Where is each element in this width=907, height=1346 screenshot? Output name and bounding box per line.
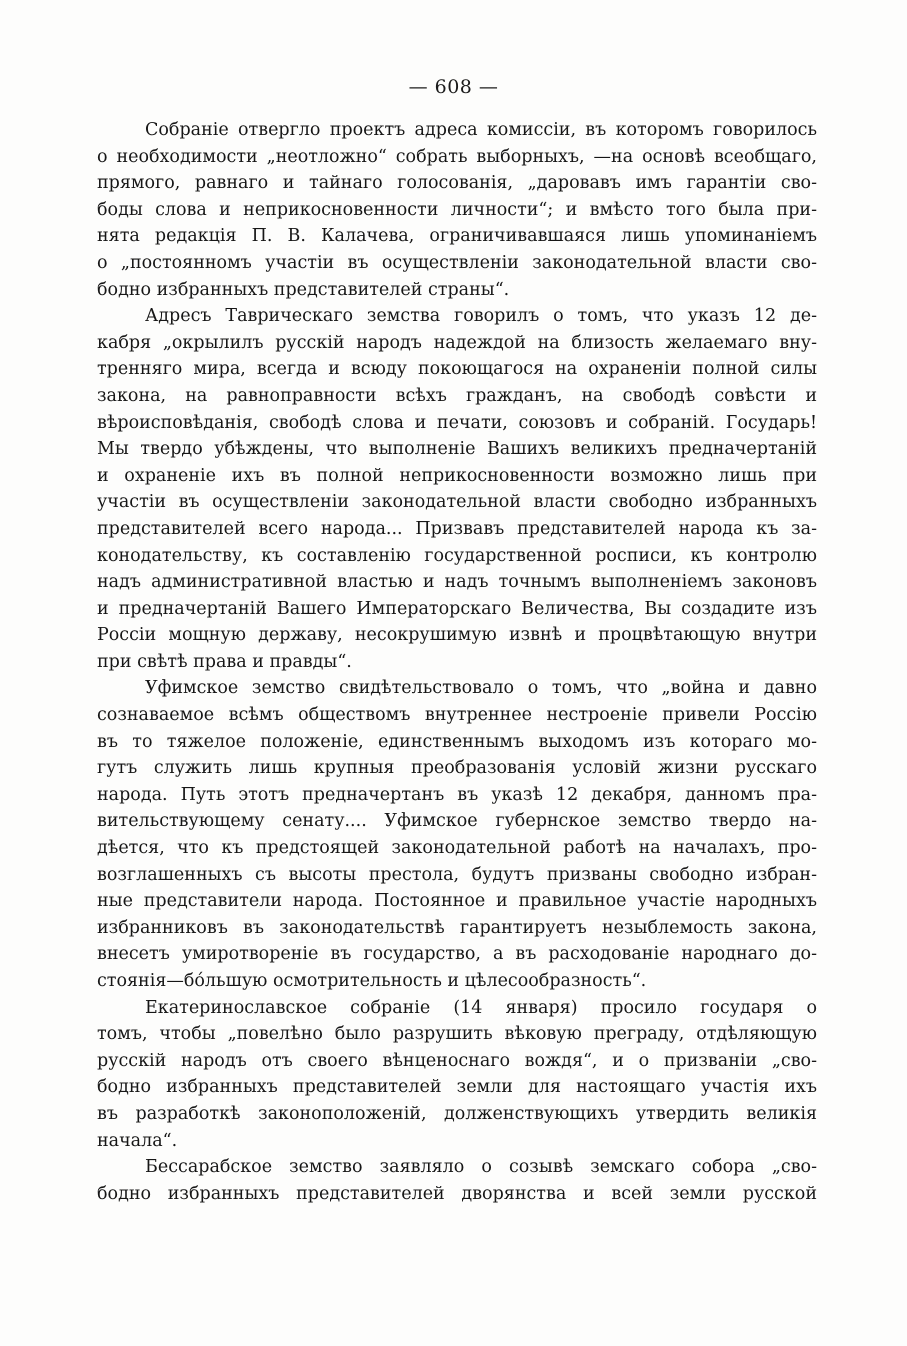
text-line: участіи въ осуществленіи законодательной власти свободно избранныхъ — [97, 492, 817, 513]
paragraph — [97, 1154, 817, 1207]
text-line: конодательству, къ составленію государственной росписи, къ контролю — [97, 545, 817, 566]
paragraph — [97, 995, 817, 1155]
text-line: въ то тяжелое положеніе, единственнымъ выходомъ изъ котораго мо- — [97, 731, 817, 752]
text-line: Собраніе отвергло проектъ адреса комиссіи, въ которомъ говорилось — [145, 120, 817, 140]
text-line: вѣроисповѣданія, свободѣ слова и печати, союзовъ и собраній. Государь! — [97, 412, 817, 433]
text-line: закона, на равноправности всѣхъ гражданъ, на свободѣ совѣсти и — [97, 385, 817, 406]
text-line: при свѣтѣ права и правды“. — [97, 651, 352, 672]
text-line: о „постоянномъ участіи въ осуществленіи законодательной власти сво- — [97, 252, 817, 273]
text-line: вительствующему сенату.... Уфимское губернское земство твердо на- — [97, 811, 817, 832]
text-line: возглашенныхъ съ высоты престола, будутъ призваны свободно избран- — [97, 864, 817, 885]
text-line: народа. Путь этотъ предначертанъ въ указѣ 12 декабря, данномъ пра- — [97, 784, 817, 805]
text-line: нята редакція П. В. Калачева, ограничивавшаяся лишь упоминаніемъ — [97, 226, 817, 247]
text-line: Адресъ Таврическаго земства говорилъ о томъ, что указъ 12 де- — [145, 306, 817, 327]
text-line: надъ административной властью и надъ точнымъ выполненіемъ законовъ — [97, 572, 817, 593]
text-line: Мы твердо убѣждены, что выполненіе Вашихъ великихъ предначертаній — [97, 439, 817, 460]
text-line: и предначертаній Вашего Императорскаго Величества, Вы создадите изъ — [97, 598, 817, 619]
text-line: томъ, чтобы „повелѣно было разрушить вѣковую преграду, отдѣляющую — [97, 1024, 817, 1045]
paragraph — [97, 303, 817, 675]
text-line: Россіи мощную державу, несокрушимую извнѣ и процвѣтающую внутри — [97, 625, 817, 646]
text-line: гутъ служить лишь крупныя преобразованія условій жизни русскаго — [97, 758, 817, 779]
text-line: кабря „окрылилъ русскій народъ надеждой на близость желаемаго вну- — [97, 332, 817, 353]
text-line: боды слова и неприкосновенности личности“; и вмѣсто того была при- — [97, 199, 817, 220]
body-text — [97, 117, 817, 1207]
text-line: Бессарабское земство заявляло о созывѣ земскаго собора „сво- — [145, 1157, 817, 1178]
text-line: бодно избранныхъ представителей дворянства и всей земли русской — [97, 1183, 817, 1204]
text-line: бодно избранныхъ представителей страны“. — [97, 279, 510, 300]
text-line: дѣется, что къ предстоящей законодательной работѣ на началахъ, про- — [97, 838, 817, 859]
text-line: и охраненіе ихъ въ полной неприкосновенности возможно лишь при — [97, 465, 817, 486]
text-line: Уфимское земство свидѣтельствовало о томъ, что „война и давно — [145, 678, 817, 699]
text-line: ные представители народа. Постоянное и правильное участіе народныхъ — [97, 891, 817, 912]
text-line: избранниковъ въ законодательствѣ гарантируетъ незыблемость закона, — [97, 917, 817, 938]
text-line: тренняго мира, всегда и всюду покоющагося на охраненіи полной силы — [97, 359, 817, 380]
text-line: бодно избранныхъ представителей земли для настоящаго участія ихъ — [97, 1077, 817, 1098]
text-line: русскій народъ отъ своего вѣнценоснаго вождя“, и о призваніи „сво- — [97, 1050, 817, 1071]
text-line: начала“. — [97, 1130, 178, 1151]
paragraph — [97, 675, 817, 994]
text-line: въ разработкѣ законоположеній, долженствующихъ утвердить великія — [97, 1103, 817, 1124]
text-line: стоянія—бо́льшую осмотрительность и цѣлесообразность“. — [97, 971, 647, 991]
text-line: сознаваемое всѣмъ обществомъ внутреннее нестроеніе привели Россію — [97, 705, 817, 726]
paragraph — [97, 117, 817, 303]
text-line: прямого, равнаго и тайнаго голосованія, „даровавъ имъ гарантіи сво- — [97, 173, 817, 194]
page-number: — 608 — — [408, 76, 499, 98]
text-line: Екатеринославское собраніе (14 января) просило государя о — [145, 997, 817, 1018]
text-line: представителей всего народа... Призвавъ представителей народа къ за- — [97, 518, 817, 539]
text-line: о необходимости „неотложно“ собрать выборныхъ, —на основѣ всеобщаго, — [97, 146, 817, 167]
text-line: внесетъ умиротвореніе въ государство, а въ расходованіе народнаго до- — [97, 944, 817, 965]
